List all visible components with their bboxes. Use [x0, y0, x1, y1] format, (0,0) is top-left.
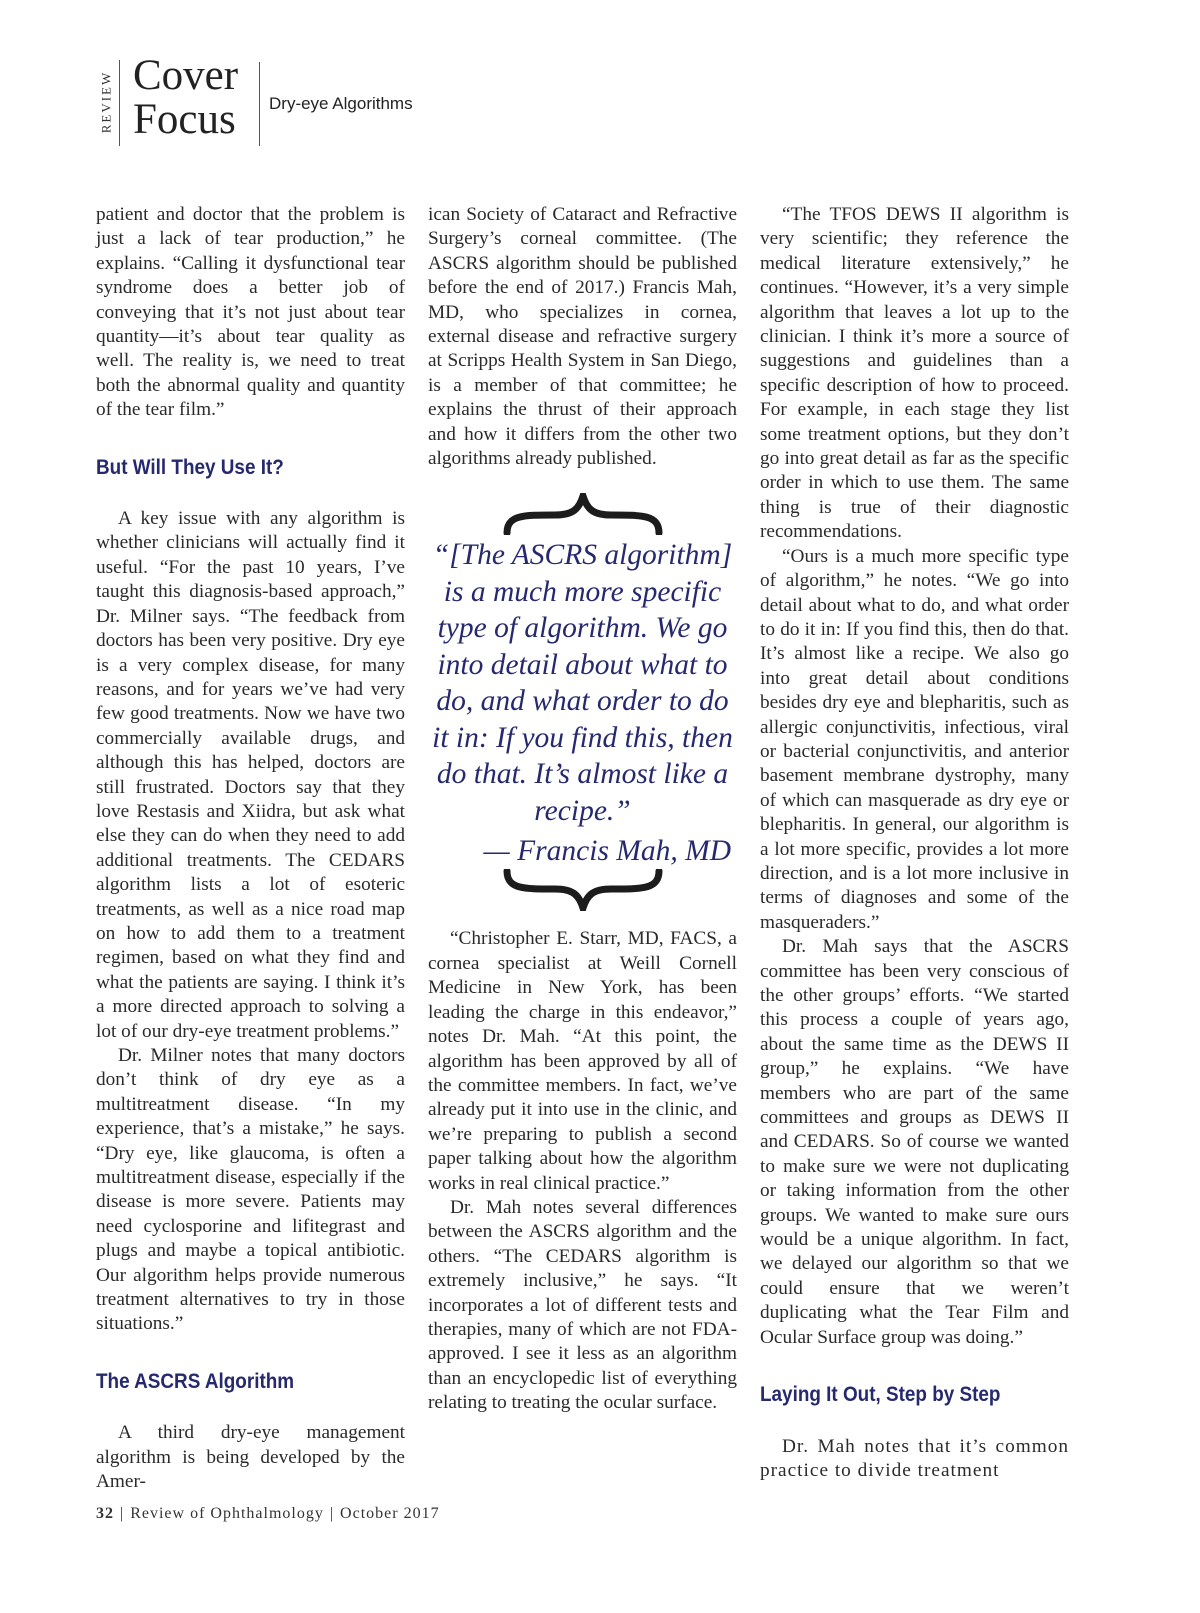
subhead-laying-it-out: Laying It Out, Step by Step	[760, 1383, 1001, 1407]
body-paragraph: “Christopher E. Starr, MD, FACS, a cornea specialist at Weill Cornell Medicine in New York, has been leading the charge in this endeavor,” notes Dr. Mah. “At this point, the algorithm has been approved by all of the committee members. In fact, we’ve already put it into use in the clinic, and we’re preparing to publish a second paper talking about how the algorithm works in real clinical practice.”	[428, 928, 737, 1194]
issue-date: October 2017	[340, 1505, 440, 1522]
body-paragraph: Dr. Mah notes several differences between the ASCRS algorithm and the others. “The CEDARS algorithm is extremely inclusive,” he says. “It incorporates a lot of different tests and therapies, many of which are not FDA-approved. I see it less as an algorithm than an encyclopedic list of everything relating to treating the ocular surface.	[428, 1196, 737, 1414]
subhead-ascrs-algorithm: The ASCRS Algorithm	[96, 1369, 295, 1393]
footer-separator: |	[120, 1505, 125, 1522]
section-label: Dry-eye Algorithms	[269, 94, 413, 113]
page-footer	[96, 1505, 440, 1523]
brace-top-icon	[503, 493, 663, 535]
column-3	[760, 203, 1069, 1483]
cover-title-line1: Cover	[133, 52, 239, 99]
page-number: 32	[96, 1505, 114, 1522]
body-paragraph: A key issue with any algorithm is whether clinicians will actually find it useful. “For the past 10 years, I’ve taught this diagnosis-based approach,” Dr. Milner says. “The feedback from doctors has been very positive. Dry eye is a very complex disease, for many reasons, and for years we’ve had very few good treatments. Now we have two commercially available drugs, and although this has helped, doctors are still frustrated. Doctors say that they love Restasis and Xiidra, but ask what else they can do when they need to add additional treatments. The CEDARS algorithm lists a lot of esoteric treatments, as well as a nice road map on how to add them to a treatment regimen, based on what they find and what the patients are saying. I think it’s a more directed approach to solving a lot of our dry-eye treatment problems.”	[96, 508, 405, 1042]
pull-quote-text: “[The ASCRS algorithm] is a much more specific type of algorithm. We go into detail about what to do, and what order to do it in: If you find this, then do that. It’s almost like a recipe.”	[432, 539, 733, 827]
pull-quote	[428, 493, 737, 911]
publication-name: Review of Ophthalmology	[130, 1505, 324, 1522]
body-paragraph: ican Society of Cataract and Refractive Surgery’s corneal committee. (The ASCRS algorithm should be published before the end of 2017.) Francis Mah, MD, who specializes in cornea, external disease and refractive surgery at Scripps Health System in San Diego, is a member of that committee; he explains the thrust of their approach and how it differs from the other two algorithms already published.	[428, 204, 737, 470]
pull-quote-attribution: — Francis Mah, MD	[483, 835, 731, 868]
body-paragraph: “The TFOS DEWS II algorithm is very scientific; they reference the medical literature extensively,” he continues. “However, it’s a very simple algorithm that leaves a lot up to the clinician. I think it’s more a source of suggestions and guidelines than a specific description of how to proceed. For example, in each stage they list some treatment options, but they don’t go into great detail as far as the specific order in which to use them. The same thing is true of their diagnostic recommendations.	[760, 204, 1069, 543]
review-tag	[97, 58, 115, 146]
body-paragraph: Dr. Milner notes that many doctors don’t think of dry eye as a multitreatment disease. “In my experience, that’s a mistake,” he says. “Dry eye, like glaucoma, is often a multitreatment disease, especially if the disease is more severe. Patients may need cyclosporine and lifitegrast and plugs and maybe a topical antibiotic. Our algorithm helps provide numerous treatment alternatives to try in those situations.”	[96, 1045, 405, 1335]
body-paragraph: Dr. Mah says that the ASCRS committee has been very conscious of the other groups’ efforts. “We started this process a couple of years ago, about the same time as the DEWS II group,” he explains. “We have members who are part of the same committees and groups as DEWS II and CEDARS. So of course we wanted to make sure we were not duplicating or taking information from the other groups. We wanted to make sure ours would be a unique algorithm. In fact, we delayed our algorithm so that we could ensure that we weren’t duplicating what the Tear Film and Ocular Surface group was doing.”	[760, 936, 1069, 1348]
review-tag-text: REVIEW	[98, 70, 114, 134]
column-2	[428, 203, 737, 1416]
footer-separator: |	[329, 1505, 335, 1522]
header-divider-right	[259, 62, 260, 146]
cover-title-line2: Focus	[133, 96, 236, 143]
header-divider-left	[119, 60, 120, 146]
body-paragraph: “Ours is a much more specific type of algorithm,” he notes. “We go into detail about what to do, and what order to do it in: If you find this, then do that. It’s almost like a recipe. We also go into great detail about conditions besides dry eye and blepharitis, such as allergic conjunctivitis, infectious, viral or bacterial conjunctivitis, and anterior basement membrane dystrophy, many of which can masquerade as dry eye or blepharitis. In general, our algorithm is a lot more specific, provides a lot more direction, and is a lot more inclusive in terms of diagnoses and some of the masqueraders.”	[760, 545, 1069, 933]
cover-focus-title	[133, 54, 238, 142]
body-paragraph: Dr. Mah notes that it’s common practice to divide treatment	[760, 1435, 1069, 1481]
brace-bottom-icon	[503, 869, 663, 911]
body-paragraph: patient and doctor that the problem is just a lack of tear production,” he explains. “Calling it dysfunctional tear syndrome does a better job of conveying that it’s not just about tear quantity—it’s about tear quality as well. The reality is, we need to treat both the abnormal quality and quantity of the tear film.”	[96, 204, 405, 421]
column-1	[96, 203, 405, 1495]
subhead-but-will-they-use-it: But Will They Use It?	[96, 455, 284, 479]
body-paragraph: A third dry-eye management algorithm is being developed by the Amer-	[96, 1422, 405, 1493]
